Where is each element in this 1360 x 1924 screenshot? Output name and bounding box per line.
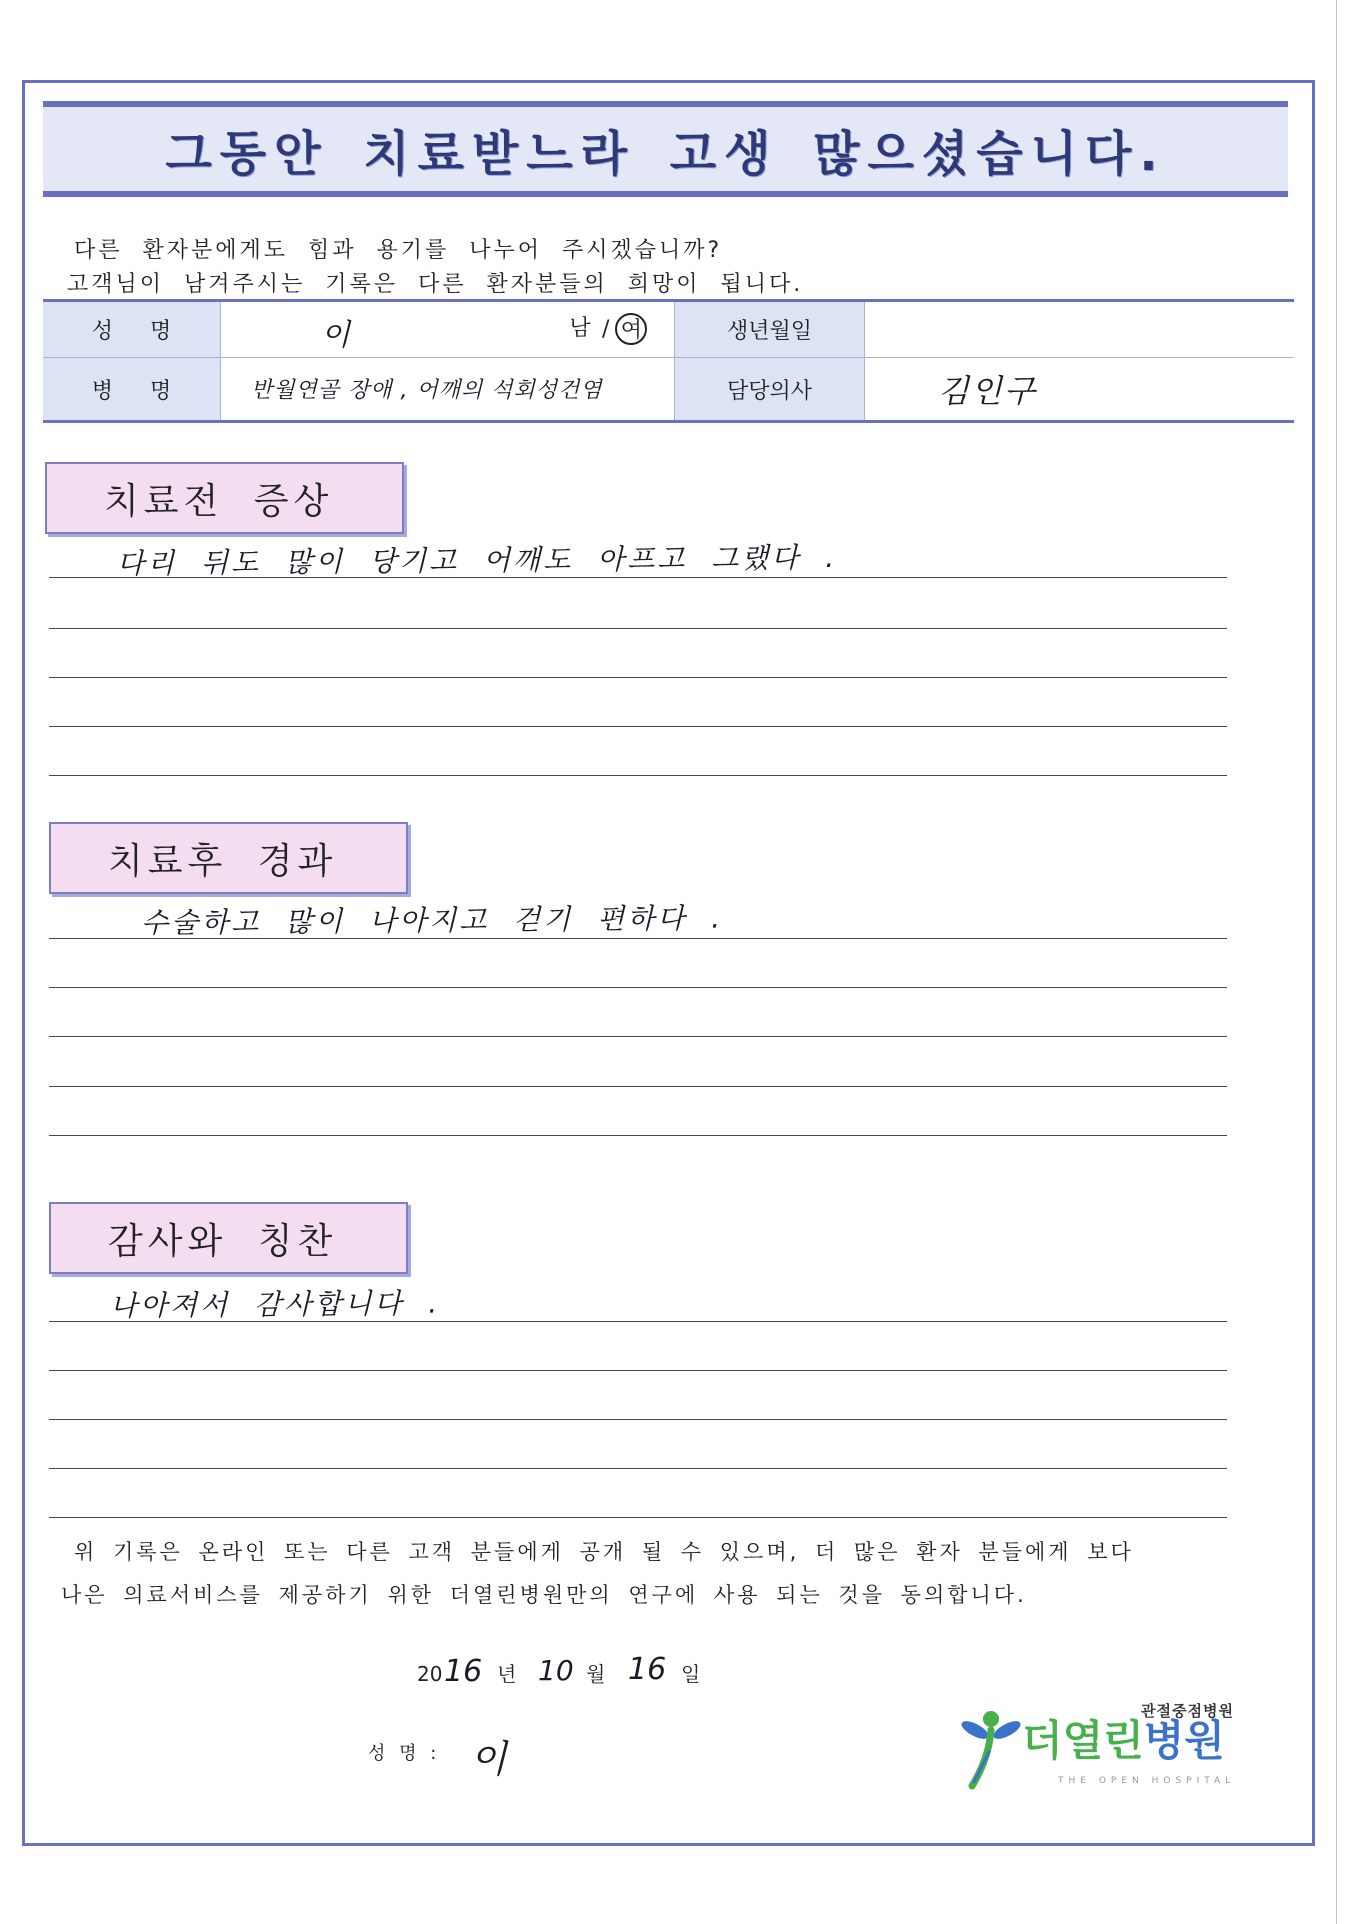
logo-tagline: 관절중점병원 — [1141, 1702, 1234, 1720]
gender-selector — [564, 313, 647, 345]
ruled-line — [49, 726, 1227, 727]
name-label: 성 명 — [91, 319, 172, 344]
section-title-box-before — [45, 462, 404, 534]
name-label-cell — [43, 302, 221, 358]
ruled-line — [49, 628, 1227, 629]
section-title-before: 치료전 증상 — [104, 480, 334, 522]
consent-line-2: 나은 의료서비스를 제공하기 위한 더열린병원만의 연구에 사용 되는 것을 동의합니다. — [61, 1583, 1027, 1607]
dragonfly-logo-icon — [958, 1706, 1024, 1796]
date-month-handwritten: 10 — [538, 1654, 574, 1687]
section-title-box-thanks — [49, 1202, 408, 1274]
header-banner — [43, 101, 1288, 197]
diagnosis-label-cell — [43, 358, 221, 420]
doctor-signature-handwritten: 김인구 — [938, 372, 1037, 410]
signature-label: 성 명 : — [368, 1743, 437, 1764]
section-title-after: 치료후 경과 — [108, 840, 338, 882]
logo-name — [1022, 1716, 1225, 1766]
date-month-label: 월 — [586, 1662, 606, 1686]
ruled-line — [49, 677, 1227, 678]
doctor-label: 담당의사 — [726, 378, 812, 404]
entry-before-treatment: 다리 뒤도 많이 당기고 어깨도 아프고 그랬다 . — [116, 540, 838, 581]
gender-female-option: 여 — [615, 313, 647, 345]
birth-label-cell — [675, 302, 865, 358]
diagnosis-handwritten: 반월연골 장애 , 어깨의 석회성건염 — [251, 378, 603, 403]
diagnosis-label: 병 명 — [91, 378, 172, 404]
ruled-line — [49, 1321, 1227, 1322]
scan-edge — [1336, 0, 1337, 1924]
patient-name-handwritten: 이 — [321, 318, 350, 353]
intro-line-2: 고객님이 남겨주시는 기록은 다른 환자분들의 희망이 됩니다. — [67, 272, 804, 297]
ruled-line — [49, 1468, 1227, 1469]
ruled-line — [49, 987, 1227, 988]
ruled-line — [49, 577, 1227, 578]
date-day-handwritten: 16 — [628, 1652, 667, 1687]
ruled-line — [49, 1036, 1227, 1037]
ruled-line — [49, 1419, 1227, 1420]
logo-name-part1: 더열린 — [1022, 1716, 1144, 1765]
doctor-value-cell — [865, 358, 1294, 420]
ruled-line — [49, 775, 1227, 776]
consent-line-1: 위 기록은 온라인 또는 다른 고객 분들에게 공개 될 수 있으며, 더 많은 환자 분들에게 보다 — [74, 1540, 1134, 1564]
entry-thanks: 나아져서 감사합니다 . — [109, 1286, 441, 1323]
ruled-line — [49, 1135, 1227, 1136]
gender-separator: / — [602, 316, 610, 342]
entry-after-treatment: 수술하고 많이 나아지고 걷기 편하다 . — [140, 901, 724, 940]
section-title-thanks: 감사와 칭찬 — [108, 1220, 338, 1262]
patient-info-table — [43, 299, 1294, 423]
page-title: 그동안 치료받느라 고생 많으셨습니다. — [165, 125, 1166, 182]
date-year-handwritten: 16 — [444, 1654, 483, 1689]
section-title-box-after — [49, 822, 408, 894]
date-day-label: 일 — [681, 1662, 701, 1686]
birth-label: 생년월일 — [726, 319, 812, 344]
ruled-line — [49, 1370, 1227, 1371]
birth-value-cell — [865, 302, 1294, 358]
ruled-line — [49, 938, 1227, 939]
gender-male-option: 남 — [569, 316, 591, 341]
date-year-prefix: 20 — [417, 1662, 443, 1686]
doctor-label-cell — [675, 358, 865, 420]
date-year-label: 년 — [497, 1662, 517, 1686]
logo-name-part2: 병원 — [1143, 1716, 1225, 1765]
logo-english: THE OPEN HOSPITAL — [1058, 1776, 1236, 1786]
intro-line-1: 다른 환자분에게도 힘과 용기를 나누어 주시겠습니까? — [74, 238, 723, 263]
ruled-line — [49, 1517, 1227, 1518]
signature-handwritten: 이 — [470, 1737, 507, 1781]
ruled-line — [49, 1086, 1227, 1087]
